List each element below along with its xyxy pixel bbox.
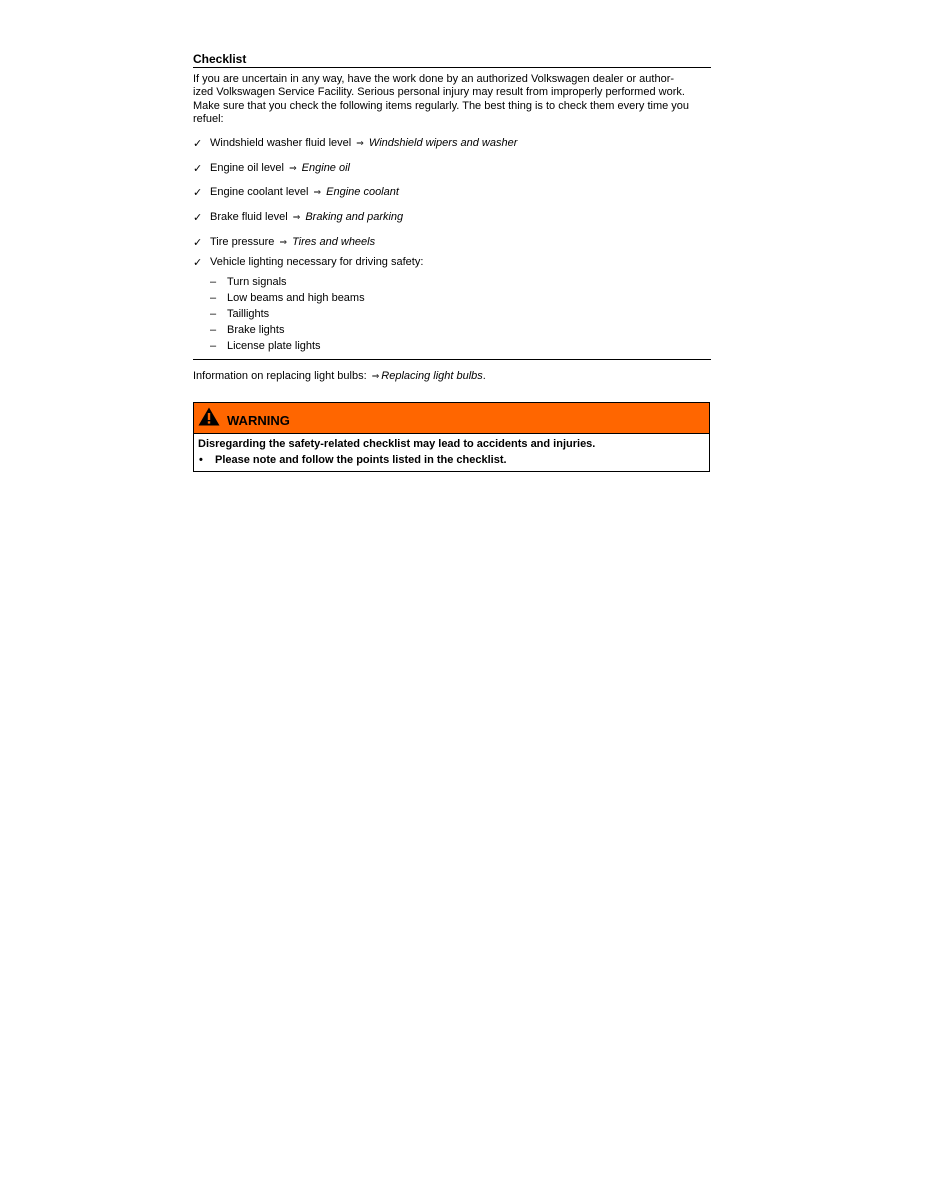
warning-bullet-item	[198, 452, 705, 468]
checklist-item-text: Brake fluid level	[210, 210, 288, 223]
dash-icon: –	[210, 275, 217, 288]
checklist-item	[193, 211, 711, 225]
list-item	[193, 274, 711, 290]
check-icon: ✓	[193, 186, 203, 200]
checklist-item	[193, 137, 711, 151]
checklist-item-text: Vehicle lighting necessary for driving safety:	[210, 255, 424, 268]
list-item	[193, 338, 711, 354]
checklist-item	[193, 236, 711, 250]
arrow-icon: ⇒	[279, 237, 287, 248]
section-heading: Checklist	[193, 52, 711, 68]
check-icon: ✓	[193, 210, 203, 224]
list-item	[193, 290, 711, 306]
check-icon: ✓	[193, 137, 203, 151]
arrow-icon: ⇒	[356, 139, 364, 150]
intro-line: Make sure that you check the following items regularly. The best thing is to check them every time you	[193, 99, 690, 112]
dash-icon: –	[210, 307, 217, 320]
info-suffix: .	[482, 369, 486, 382]
list-item-text: Turn signals	[227, 275, 287, 288]
checklist-item-text: Engine oil level	[210, 161, 284, 174]
cross-reference-link[interactable]: Engine coolant	[326, 186, 399, 199]
cross-reference-link[interactable]: Replacing light bulbs	[381, 369, 483, 382]
intro-paragraph	[193, 73, 711, 126]
document-page	[193, 52, 711, 472]
list-item	[193, 322, 711, 338]
lighting-sublist	[193, 274, 711, 355]
list-item-text: Low beams and high beams	[227, 291, 365, 304]
warning-title: WARNING	[227, 412, 290, 428]
warning-statement: Disregarding the safety-related checklist may lead to accidents and injuries.	[198, 437, 596, 450]
cross-reference-link[interactable]: Tires and wheels	[292, 235, 376, 248]
arrow-icon: ⇒	[289, 163, 297, 174]
dash-icon: –	[210, 340, 217, 353]
checklist-item-text: Windshield washer fluid level	[210, 137, 352, 150]
bullet-icon: •	[199, 453, 203, 466]
checklist-item	[193, 162, 711, 176]
cross-reference-link[interactable]: Windshield wipers and washer	[368, 137, 518, 150]
check-icon: ✓	[193, 235, 203, 249]
list-item-text: Taillights	[227, 307, 270, 320]
arrow-icon: ⇒	[313, 188, 322, 199]
checklist	[193, 137, 711, 354]
list-item-text: Brake lights	[227, 324, 285, 337]
checklist-item	[193, 186, 711, 200]
list-item	[193, 306, 711, 322]
checklist-item-text: Tire pressure	[210, 235, 275, 248]
section-divider	[193, 359, 711, 360]
check-icon: ✓	[193, 255, 203, 269]
cross-reference-link[interactable]: Braking and parking	[305, 210, 404, 223]
checklist-item	[193, 256, 711, 355]
warning-body	[194, 434, 709, 471]
info-text: Information on replacing light bulbs:	[193, 369, 367, 382]
warning-bullet-text: Please note and follow the points listed in the checklist.	[215, 453, 507, 466]
dash-icon: –	[210, 291, 217, 304]
check-icon: ✓	[193, 161, 203, 175]
dash-icon: –	[210, 324, 217, 337]
warning-header	[194, 403, 709, 434]
intro-line: refuel:	[193, 112, 224, 125]
cross-reference-link[interactable]: Engine oil	[301, 161, 350, 174]
warning-box	[193, 402, 710, 472]
info-paragraph	[193, 370, 711, 384]
warning-triangle-icon	[198, 407, 220, 426]
intro-line: If you are uncertain in any way, have the work done by an authorized Volkswagen dealer or author-	[193, 73, 675, 85]
arrow-icon: ⇒	[371, 371, 380, 382]
checklist-item-text: Engine coolant level	[210, 186, 309, 199]
list-item-text: License plate lights	[227, 340, 321, 353]
intro-line: ized Volkswagen Service Facility. Serious personal injury may result from improperly performed work.	[193, 86, 685, 99]
arrow-icon: ⇒	[292, 212, 301, 223]
